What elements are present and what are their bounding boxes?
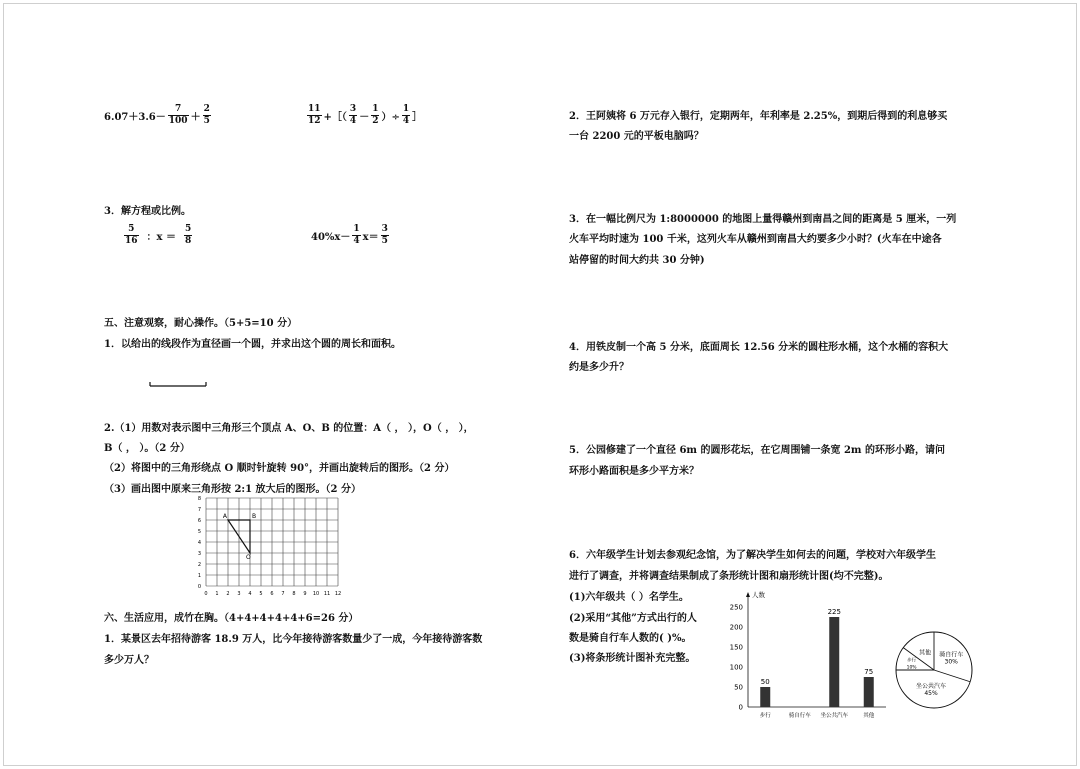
grid-x-tick-label: 0: [204, 591, 208, 597]
bar-data-label: 75: [864, 668, 874, 676]
grid-x-tick-label: 3: [237, 591, 241, 597]
calc-expression-2: $\frac{11}{12}$ +［（ $\frac{3}{4}$ － $\frac{1}{2}$ ）÷ $\frac{1}{4}$ ］: [308, 104, 423, 126]
pie-slice-label: 骑自行车: [939, 651, 964, 659]
diameter-segment: [148, 380, 210, 390]
fraction: $\frac{3}{4}$: [349, 104, 357, 126]
fraction: $\frac{2}{5}$: [203, 104, 210, 126]
right-question-6-sub-2b: 数是骑自行车人数的( )%。: [569, 633, 692, 644]
pie-slice-label: 步行: [907, 658, 917, 664]
equation-1: $\frac{5}{16}$ ：x ＝ $\frac{5}{8}$: [125, 224, 192, 246]
right-question-6-sub-3: (3)将条形统计图补充完整。: [569, 653, 696, 664]
grid-y-tick-label: 7: [197, 507, 201, 513]
equation-2: 40%x－ $\frac{1}{4}$ x＝ $\frac{3}{5}$: [311, 224, 388, 246]
bar-chart: [722, 585, 892, 719]
section-5-question-2-line-2: B（ ， ）。（2 分）: [104, 443, 190, 454]
bar-x-tick-label: 其他: [863, 713, 875, 719]
right-question-2-line-1: 2．王阿姨将 6 万元存入银行，定期两年，年利率是 2.25%，到期后得到的利息够买: [569, 111, 948, 122]
fraction: $\frac{5}{16}$: [125, 224, 138, 246]
section-5-question-1: 1．以给出的线段作为直径画一个圆，并求出这个圆的周长和面积。: [104, 339, 401, 350]
pie-slice-percent: 45%: [924, 689, 938, 697]
bar-x-tick-label: 步行: [759, 713, 771, 719]
fraction: $\frac{5}{8}$: [184, 224, 192, 246]
grid-x-tick-label: 7: [281, 591, 285, 597]
section-5-question-2-line-4: （3）画出图中原来三角形按 2:1 放大后的图形。（2 分）: [104, 484, 361, 495]
pie-slice-label: 坐公共汽车: [916, 682, 947, 690]
bar-0: [760, 687, 770, 707]
calc-expression-1: 6.07＋3.6－ $\frac{7}{100}$ ＋ $\frac{2}{5}$: [104, 104, 210, 126]
pie-slice-percent: 10%: [906, 665, 917, 671]
pie-chart: [892, 628, 976, 712]
section-6-title: 六、生活应用，成竹在胸。（4+4+4+4+4+6=26 分）: [104, 613, 359, 624]
grid-y-tick-label: 0: [197, 584, 201, 590]
grid-x-tick-label: 5: [259, 591, 263, 597]
grid-y-tick-label: 1: [197, 573, 201, 579]
grid-y-tick-label: 2: [197, 562, 201, 568]
bar-2: [829, 617, 839, 707]
grid-y-tick-label: 4: [197, 540, 201, 546]
bar-y-axis-arrow: [746, 592, 750, 597]
point-b-label: B: [252, 513, 257, 520]
pie-slice-label: 其他: [919, 649, 932, 657]
right-question-3-line-1: 3．在一幅比例尺为 1:8000000 的地图上量得赣州到南昌之间的距离是 5 厘米，一列: [569, 214, 957, 225]
grid-x-tick-label: 10: [312, 591, 320, 597]
section-5-title: 五、注意观察，耐心操作。（5+5=10 分）: [104, 318, 298, 329]
right-question-6-line-1: 6．六年级学生计划去参观纪念馆，为了解决学生如何去的问题，学校对六年级学生: [569, 550, 936, 561]
right-question-2-line-2: 一台 2200 元的平板电脑吗？: [569, 131, 704, 142]
grid-x-tick-label: 11: [323, 591, 331, 597]
section-3-title: 3．解方程或比例。: [104, 206, 191, 217]
right-question-3-line-2: 火车平均时速为 100 千米，这列火车从赣州到南昌大约要多少小时？(火车在中途各: [569, 234, 942, 245]
fraction: $\frac{7}{100}$: [168, 104, 188, 126]
bar-x-tick-label: 骑自行车: [788, 713, 811, 719]
bar-y-axis-label: 人数: [752, 591, 765, 599]
bar-y-tick-label: 0: [738, 703, 743, 712]
bar-data-label: 225: [827, 608, 841, 616]
point-a-label: A: [222, 513, 227, 520]
bar-x-tick-label: 坐公共汽车: [820, 713, 849, 719]
point-o-label: O: [246, 554, 251, 561]
bar-y-tick-label: 100: [729, 663, 743, 672]
grid-x-tick-label: 2: [226, 591, 230, 597]
right-question-5-line-1: 5．公园修建了一个直径 6m 的圆形花坛，在它周围铺一条宽 2m 的环形小路，请问: [569, 445, 945, 456]
right-question-6-sub-1: (1)六年级共（ ）名学生。: [569, 592, 689, 603]
fraction: $\frac{11}{12}$: [308, 104, 321, 126]
section-5-question-2-line-1: 2.（1）用数对表示图中三角形三个顶点 A、O、B 的位置：A（ ， ），O（ ， ），: [104, 423, 474, 434]
grid-x-tick-label: 12: [334, 591, 342, 597]
grid-x-tick-label: 8: [292, 591, 296, 597]
right-question-5-line-2: 环形小路面积是多少平方米？: [569, 466, 699, 477]
grid-x-tick-label: 6: [270, 591, 274, 597]
grid-x-tick-label: 4: [248, 591, 252, 597]
grid-y-tick-label: 6: [197, 518, 201, 524]
pie-slice-percent: 30%: [944, 658, 958, 666]
coordinate-grid: [190, 496, 370, 605]
fraction: $\frac{1}{2}$: [372, 104, 379, 126]
fraction: $\frac{1}{4}$: [402, 104, 410, 126]
section-6-question-1-line-1: 1．某景区去年招待游客 18.9 万人，比今年接待游客数量少了一成，今年接待游客数: [104, 634, 483, 645]
right-question-6-sub-2a: (2)采用“其他”方式出行的人: [569, 613, 697, 624]
fraction: $\frac{3}{5}$: [381, 224, 388, 246]
grid-y-tick-label: 5: [197, 529, 201, 535]
section-5-question-2-line-3: （2）将图中的三角形绕点 O 顺时针旋转 90°，并画出旋转后的图形。（2 分）: [104, 463, 455, 474]
bar-y-tick-label: 50: [734, 683, 743, 692]
bar-3: [864, 677, 874, 707]
bar-y-tick-label: 200: [729, 623, 743, 632]
grid-x-tick-label: 1: [215, 591, 219, 597]
grid-y-tick-label: 3: [197, 551, 201, 557]
grid-x-tick-label: 9: [303, 591, 307, 597]
right-question-4-line-2: 约是多少升？: [569, 362, 629, 373]
section-6-question-1-line-2: 多少万人？: [104, 655, 154, 666]
right-question-4-line-1: 4．用铁皮制一个高 5 分米，底面周长 12.56 分米的圆柱形水桶，这个水桶的容积大: [569, 342, 949, 353]
right-question-6-line-2: 进行了调查，并将调查结果制成了条形统计图和扇形统计图(均不完整)。: [569, 571, 889, 582]
bar-y-tick-label: 150: [729, 643, 743, 652]
bar-data-label: 50: [760, 678, 770, 686]
grid-y-tick-label: 8: [197, 496, 201, 502]
bar-y-tick-label: 250: [729, 603, 743, 612]
right-question-3-line-3: 站停留的时间大约共 30 分钟): [569, 255, 705, 266]
fraction: $\frac{1}{4}$: [353, 224, 360, 246]
